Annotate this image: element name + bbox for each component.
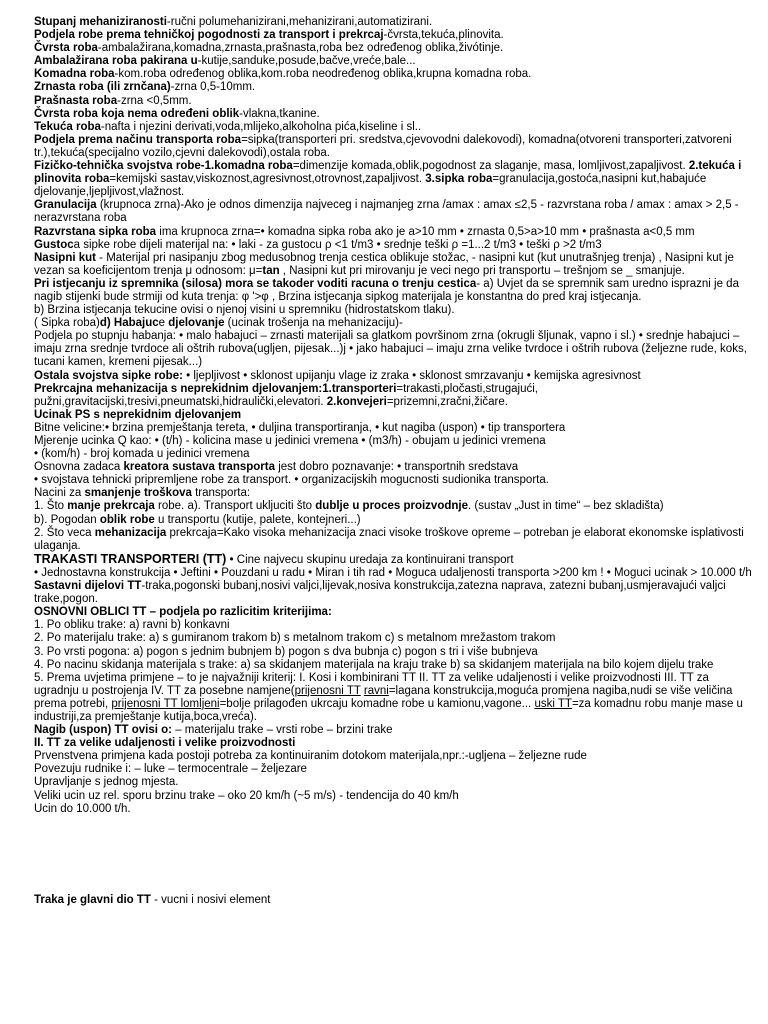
paragraph — [34, 16, 754, 29]
text-run: Veliki ucin uz rel. sporu brzinu trake – oko 20 km/h (~5 m/s) - tendencija do 40 km/h — [34, 789, 459, 802]
paragraph — [34, 790, 754, 803]
text-run: (ucinak trošenja na mehanizaciju)- — [224, 317, 403, 330]
bold-text: Sastavni dijelovi TT — [34, 580, 142, 593]
text-run: e — [158, 317, 169, 330]
paragraph — [34, 646, 754, 659]
text-run: 4. Po nacinu skidanja materijala s trake: a) sa skidanjem materijala na kraju trake b) sa skidanjem materijala na bilo kojem dijelu trake — [34, 658, 714, 671]
paragraph — [34, 435, 754, 448]
text-run: =bolje prilagođen ukrcaju komadne robe u kamionu,vagone... — [219, 697, 535, 710]
text-run: b) Brzina istjecanja tekucine ovisi o njenoj visini u spremniku (hidrostatskom tlaku). — [34, 304, 455, 317]
bold-text: Ostala svojstva sipke robe: — [34, 369, 183, 382]
text-run: Podjela po stupnju habanja: • malo habajuci – zrnasti materijali sa glatkom površinom zrna (okrugli šljunak, vapno i sl.) • srednje habajuci – imaju zrna srednje tvrdoce ali oštrih rubova(ugljen, pijesak...)j • jako habajuci – imaju zrna velike tvrdoce i oštrih rubova (željezne rude, koks, tucani kamen, kremeni pijesak...) — [34, 330, 747, 369]
paragraph — [34, 776, 754, 789]
paragraph — [34, 619, 754, 632]
text-run: Mjerenje ucinka Q kao: • (t/h) - kolicina mase u jedinici vremena • (m3/h) - obujam u jedinici vremena — [34, 435, 546, 447]
underlined-text: ravni — [363, 684, 389, 697]
bold-text: Ambalažirana roba pakirana u — [34, 55, 198, 68]
paragraph — [34, 317, 754, 330]
bold-text: Traka je glavni dio TT — [34, 893, 151, 906]
text-run: -nafta i njezini derivati,voda,mlijeko,alkoholna pića,kiseline i sl.. — [100, 120, 422, 133]
text-run: transporta: — [191, 487, 251, 500]
text-run: -vlakna,tkanine. — [239, 107, 320, 120]
text-run: =sipka(transporteri pri. sredstva,cjevovodni dalekovodi), komadna(otvoreni transporteri,zatvoreni tr.),tekuća(specijalno vozilo,cjevni dalekovodi),ostala roba. — [34, 133, 732, 159]
text-run: -ambalažirana,komadna,zrnasta,prašnasta,roba bez određenog oblika,živótinje. — [97, 42, 504, 55]
paragraph — [34, 422, 754, 435]
bold-text: Granulacija — [34, 199, 97, 212]
text-run: • (kom/h) - broj komada u jedinici vremena — [34, 448, 250, 461]
text-run: -ručni polumehanizirani,mehanizirani,automatizirani. — [166, 16, 433, 28]
text-run: -kutije,sanduke,posude,bačve,vreće,bale... — [197, 55, 416, 68]
text-run: • ljepljivost • sklonost upijanju vlage iz zraka • sklonost smrzavanju • kemijska agresivnost — [182, 369, 641, 382]
text-run: Ucin do 10.000 t/h. — [34, 802, 131, 815]
paragraph — [34, 659, 754, 672]
paragraph — [34, 750, 754, 763]
paragraph — [34, 81, 754, 94]
bold-text: Tekuća roba — [34, 120, 101, 133]
bold-text: II. TT za velike udaljenosti i velike proizvodnosti — [34, 737, 296, 750]
text-run: u transportu (kutije, palete, kontejneri...) — [154, 513, 361, 526]
bold-text: Prekrcajna mehanizacija s neprekidnim djelovanjem:1.transporteri — [34, 382, 397, 395]
text-run: Prvenstvena primjena kada postoji potreba za kontinuiranim dotokom materijala,npr.:-ugljena – željezne rude — [34, 750, 587, 763]
bold-text: OSNOVNI OBLICI TT – podjela po razlicitim kriterijima: — [34, 606, 332, 619]
paragraph — [34, 134, 754, 160]
bold-text: dublje u proces proizvodnje — [315, 500, 468, 513]
paragraph — [34, 724, 754, 737]
paragraph — [34, 409, 754, 422]
bold-text: Podjela robe prema tehničkoj pogodnosti za transport i prekrcaj — [34, 29, 384, 42]
text-run: -kom.roba određenog oblika,kom.roba neodređenog oblika,krupna komadna roba. — [114, 68, 532, 81]
paragraph — [34, 763, 754, 776]
paragraph — [34, 252, 754, 278]
bold-text: Komadna roba — [34, 68, 115, 81]
paragraph — [34, 121, 754, 134]
paragraph — [34, 553, 754, 567]
text-run: - Materijal pri nasipanju zbog medusobnog trenja cestica oblikuje stožac, - nasipni kut (kut unutrašnjeg trenja) , Nasipni kut je vezan sa koeficijentom trenja μ odnosom: μ= — [34, 251, 734, 277]
text-run: =trakasti,pločasti,strugajući, pužni,gravitacijski,tresivi,pneumatski,hidraulički,elevatori. — [34, 382, 538, 408]
bold-text: mehanizacija — [94, 526, 167, 539]
text-run: =lagana konstrukcija,moguća promjena nagiba,nudi se više veličina prema potrebi, — [34, 684, 733, 710]
paragraph — [34, 226, 754, 239]
bold-text: Podjela prema načinu transporta roba — [34, 133, 242, 146]
bold-text: smanjenje troškova — [84, 487, 192, 500]
text-run: Bitne velicine:• brzina premještanja tereta, • duljina transportiranja, • kut nagiba (uspon) • tip transportera — [34, 421, 566, 434]
text-run: - vucni i nosivi element — [150, 893, 271, 906]
text-run: 5. Prema uvjetima primjene – to je najvažniji kriterij: I. Kosi i kombinirani TT II. TT za velike udaljenosti i velike proizvodnosti III. TT za ugradnju u postrojenja IV. TT za posebne namjene( — [34, 671, 709, 697]
bold-text: Pri istjecanju iz spremnika (silosa) mora se takoder voditi racuna o trenju cestica — [34, 277, 477, 290]
text-run: Povezuju rudnike i: – luke – termocentrale – željezare — [34, 763, 307, 776]
paragraph-gap — [34, 816, 754, 894]
text-run: • Jednostavna konstrukcija • Jeftini • Pouzdani u radu • Miran i tih rad • Moguca udaljenosti transporta >200 km ! • Moguci ucinak > 10.000 t/h — [34, 566, 752, 579]
text-run: a sipke robe dijeli materijal na: • laki - za gustocu ρ <1 t/m3 • srednje teški ρ =1...2 t/m3 • teški ρ >2 t/m3 — [73, 238, 602, 251]
bold-text: Fizičko-tehnička svojstva robe-1.komadna roba — [34, 160, 293, 173]
paragraph — [34, 370, 754, 383]
text-run: 1. Što — [34, 500, 68, 513]
paragraph — [34, 278, 754, 304]
paragraph — [34, 239, 754, 252]
paragraph — [34, 108, 754, 121]
text-run: -zrna <0,5mm. — [117, 94, 192, 107]
bold-text: kreatora sustava transporta — [123, 461, 275, 474]
bold-text: Nasipni kut — [34, 251, 96, 264]
text-run: (krupnoca zrna)-Ako je odnos dimenzija najveceg i najmanjeg zrna /amax : amax ≤2,5 - razvrstana roba / amax : amax > 2,5 - nerazvrstana roba — [34, 199, 739, 225]
text-run: Upravljanje s jednog mjesta. — [34, 776, 179, 789]
text-run: - a) Uvjet da se spremnik sam uredno isprazni je da nagib stijenki bude strmiji od kuta trenja: φ '>φ , Brzina istjecanja sipkog materijala je konstantna do pred kraj istjecanja. — [34, 277, 739, 303]
paragraph — [34, 606, 754, 619]
bold-text: Razvrstana sipka roba — [34, 225, 157, 238]
text-run: -zrna 0,5-10mm. — [170, 81, 256, 94]
paragraph — [34, 29, 754, 42]
text-run: . (sustav „Just in time“ – bez skladišta) — [468, 500, 664, 513]
bold-text: djelovanje — [168, 317, 225, 330]
text-run: – materijalu trake – vrsti robe – brzini trake — [172, 724, 393, 737]
paragraph — [34, 199, 754, 225]
paragraph — [34, 383, 754, 409]
paragraph — [34, 737, 754, 750]
bold-text: Čvrsta roba koja nema određeni oblik — [34, 107, 240, 120]
paragraph — [34, 160, 754, 199]
text-run: -traka,pogonski bubanj,nosivi valjci,lijevak,nosiva konstrukcija,zatezna naprava, zatezni bubanj,usmjeravajući valjci trake,pogon. — [34, 580, 726, 606]
text-run: 1. Po obliku trake: a) ravni b) konkavni — [34, 619, 230, 632]
text-run: =prizemni,zračni,žičare. — [386, 395, 508, 408]
bold-text: Ucinak PS s neprekidnim djelovanjem — [34, 408, 242, 421]
paragraph — [34, 304, 754, 317]
text-run: ima krupnoca zrna=• komadna sipka roba ako je a>10 mm • zrnasta 0,5>a>10 mm • prašnasta a<0,5 mm — [156, 225, 695, 238]
bold-text: Prašnasta roba — [34, 94, 118, 107]
text-run: robe. a). Transport ukljuciti što — [154, 500, 316, 513]
bold-text: TRAKASTI TRANSPORTERI (TT) — [34, 551, 227, 566]
bold-text: Stupanj mehaniziranosti — [34, 16, 167, 28]
document-text — [34, 16, 754, 907]
text-run: jest dobro poznavanje: • transportnih sredstava — [275, 461, 519, 474]
text-run: 3. Po vrsti pogona: a) pogon s jednim bubnjem b) pogon s dva bubnja c) pogon s tri i više bubnjeva — [34, 645, 538, 658]
paragraph — [34, 672, 754, 724]
text-run: , Nasipni kut pri mirovanju je veci nego pri transportu – trešnjom se _ smanjuje. — [279, 264, 685, 277]
paragraph — [34, 500, 754, 513]
bold-text: 2.konvejeri — [326, 395, 387, 408]
bold-text: 3.sipka roba — [425, 173, 493, 186]
bold-text: tan — [262, 264, 280, 277]
paragraph — [34, 580, 754, 606]
text-run: prekrcaja=Kako visoka mehanizacija znaci visoke troškove opreme – potreban je elaborat ekonomske isplativosti ulaganja. — [34, 526, 744, 552]
paragraph — [34, 487, 754, 500]
text-run: Osnovna zadaca — [34, 461, 124, 474]
paragraph — [34, 461, 754, 474]
text-run: =kemijski sastav,viskoznost,agresivnost,otrovnost,zapaljivost. — [109, 173, 426, 186]
paragraph — [34, 632, 754, 645]
paragraph — [34, 527, 754, 553]
paragraph — [34, 42, 754, 55]
paragraph — [34, 448, 754, 461]
paragraph — [34, 68, 754, 81]
text-run: -čvrsta,tekuća,plinovita. — [383, 29, 504, 42]
text-run: Nacini za — [34, 487, 85, 500]
paragraph — [34, 95, 754, 108]
text-run: =dimenzije komada,oblik,pogodnost za slaganje, masa, lomljivost,zapaljivost. — [292, 160, 689, 173]
text-run: • Cine najvecu skupinu uredaja za kontinuirani transport — [226, 553, 514, 566]
bold-text: 2.tekuća i plinovita roba — [34, 160, 742, 186]
underlined-text: uski TT — [534, 697, 572, 710]
bold-text: Čvrsta roba — [34, 42, 98, 55]
bold-text: manje prekrcaja — [67, 500, 155, 513]
bold-text: oblik robe — [99, 513, 155, 526]
paragraph — [34, 330, 754, 369]
bold-text: Gustoc — [34, 238, 74, 251]
text-run: 2. Po materijalu trake: a) s gumiranom trakom b) s metalnom trakom c) s metalnom mrežastom trakom — [34, 632, 556, 645]
paragraph — [34, 567, 754, 580]
bold-text: Zrnasta roba (ili zrnčana) — [34, 81, 171, 94]
text-run: =granulacija,gostoća,nasipni kut,habajuće djelovanje,ljepljivost,vlažnost. — [34, 173, 707, 199]
underlined-text: prijenosni TT — [294, 684, 361, 697]
bold-text: Nagib (uspon) TT ovisi o: — [34, 724, 172, 737]
underlined-text: prijenosni TT lomljeni — [111, 697, 220, 710]
paragraph — [34, 514, 754, 527]
text-run: • svojstava tehnicki pripremljene robe za transport. • organizacijskih mogucnosti sudionika transporta. — [34, 474, 549, 487]
paragraph — [34, 894, 754, 907]
text-run: 2. Što veca — [34, 526, 95, 539]
paragraph — [34, 474, 754, 487]
text-run: ( Sipka roba) — [34, 317, 100, 330]
bold-text: d) Habajuc — [99, 317, 159, 330]
paragraph — [34, 803, 754, 816]
paragraph — [34, 55, 754, 68]
text-run: b). Pogodan — [34, 513, 100, 526]
text-run: =za komadnu robu manje mase u industriji,za premještanje kutija,boca,vreća). — [34, 697, 743, 723]
